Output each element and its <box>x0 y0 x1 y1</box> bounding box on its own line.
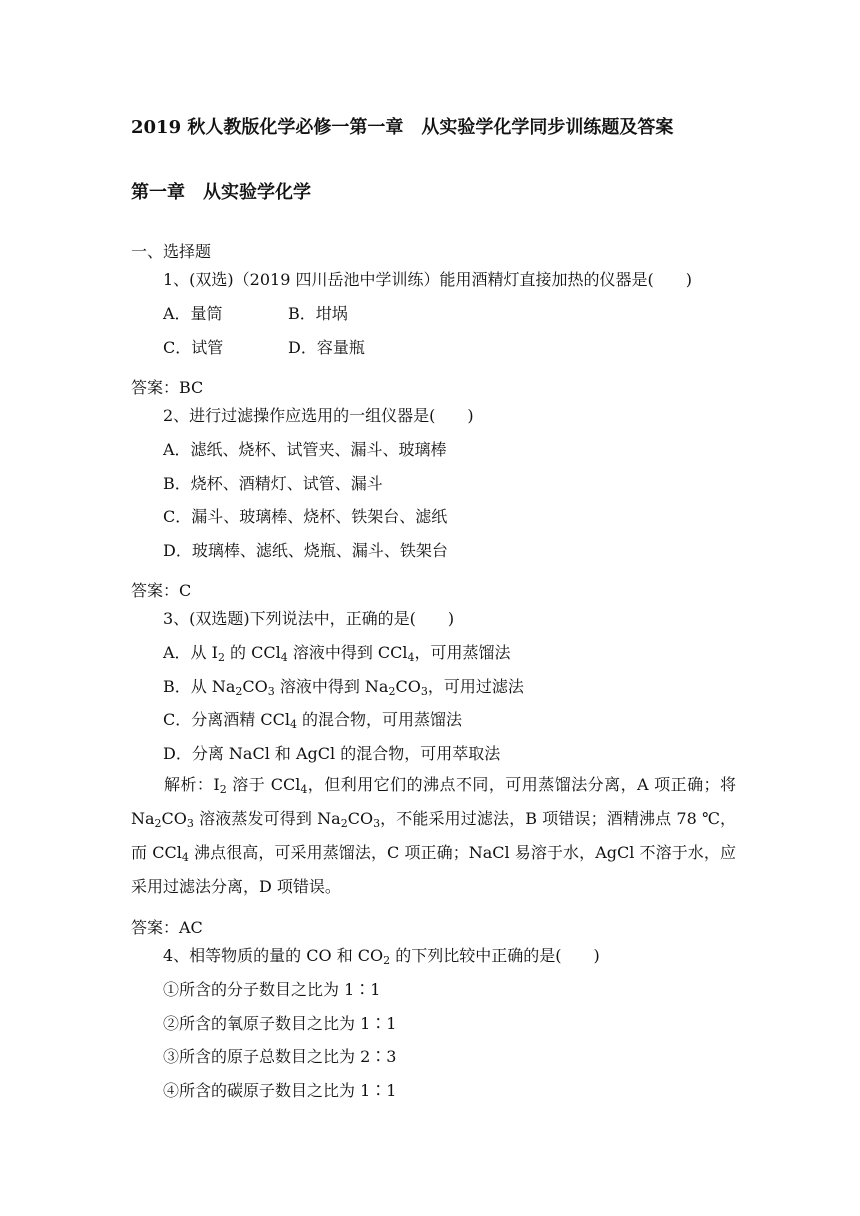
question-3-stem: 3、(双选题)下列说法中，正确的是( ) <box>163 609 455 628</box>
question-4-item-2: ②所含的氧原子数目之比为 1∶1 <box>163 1014 397 1033</box>
question-1-answer: 答案：BC <box>131 378 204 397</box>
section-heading: 一、选择题 <box>131 242 212 261</box>
question-4-item-3: ③所含的原子总数目之比为 2∶3 <box>163 1047 397 1066</box>
question-1-option-d: D．容量瓶 <box>288 338 365 357</box>
question-4-item-1: ①所含的分子数目之比为 1∶1 <box>163 980 381 999</box>
chapter-heading: 第一章 从实验学化学 <box>131 182 311 203</box>
question-2-option-a: A．滤纸、烧杯、试管夹、漏斗、玻璃棒 <box>163 440 447 459</box>
page-title: 2019 秋人教版化学必修一第一章 从实验学化学同步训练题及答案 <box>131 117 674 138</box>
question-3-option-b: B．从 $Na_2CO_3$ 溶液中得到 $Na_2CO_3$，可用过滤法 <box>163 677 524 698</box>
question-1-option-b: B．坩埚 <box>288 304 348 323</box>
question-1-stem: 1、(双选)（2019 四川岳池中学训练）能用酒精灯直接加热的仪器是( ) <box>163 270 692 289</box>
question-1-option-c: C．试管 <box>163 338 224 357</box>
question-3-answer: 答案：AC <box>131 918 203 937</box>
question-2-stem: 2、进行过滤操作应选用的一组仪器是( ) <box>163 406 474 425</box>
question-3-option-c: C．分离酒精 CCl$_4$ 的混合物，可用蒸馏法 <box>163 710 463 731</box>
question-1-option-a: A．量筒 <box>163 304 223 323</box>
question-3-option-a: A．从 $I_2$ 的 CCl$_4$ 溶液中得到 CCl$_4$，可用蒸馏法 <box>163 643 511 664</box>
question-2-option-b: B．烧杯、酒精灯、试管、漏斗 <box>163 474 383 493</box>
question-4-item-4: ④所含的碳原子数目之比为 1∶1 <box>163 1081 397 1100</box>
question-2-option-c: C．漏斗、玻璃棒、烧杯、铁架台、滤纸 <box>163 507 448 526</box>
question-4-stem: 4、相等物质的量的 CO 和 $CO_2$ 的下列比较中正确的是( ) <box>163 946 600 967</box>
question-2-option-d: D．玻璃棒、滤纸、烧瓶、漏斗、铁架台 <box>163 541 448 560</box>
question-2-answer: 答案：C <box>131 581 192 600</box>
question-3-analysis: 解析：$I_2$ 溶于 CCl$_4$，但利用它们的沸点不同，可用蒸馏法分离，A 项正确；将 $Na_2CO_3$ 溶液蒸发可得到 $Na_2CO_3$，不能采用过滤法，B 项错误；酒精沸点 78 ℃，而 CCl$_4$ 沸点很高，可采用蒸馏法，C 项正确；NaCl 易溶于水，AgCl 不溶于水，应采用过滤法分离，D 项错误。 <box>131 775 736 896</box>
question-3-option-d: D．分离 NaCl 和 AgCl 的混合物，可用萃取法 <box>163 744 501 763</box>
